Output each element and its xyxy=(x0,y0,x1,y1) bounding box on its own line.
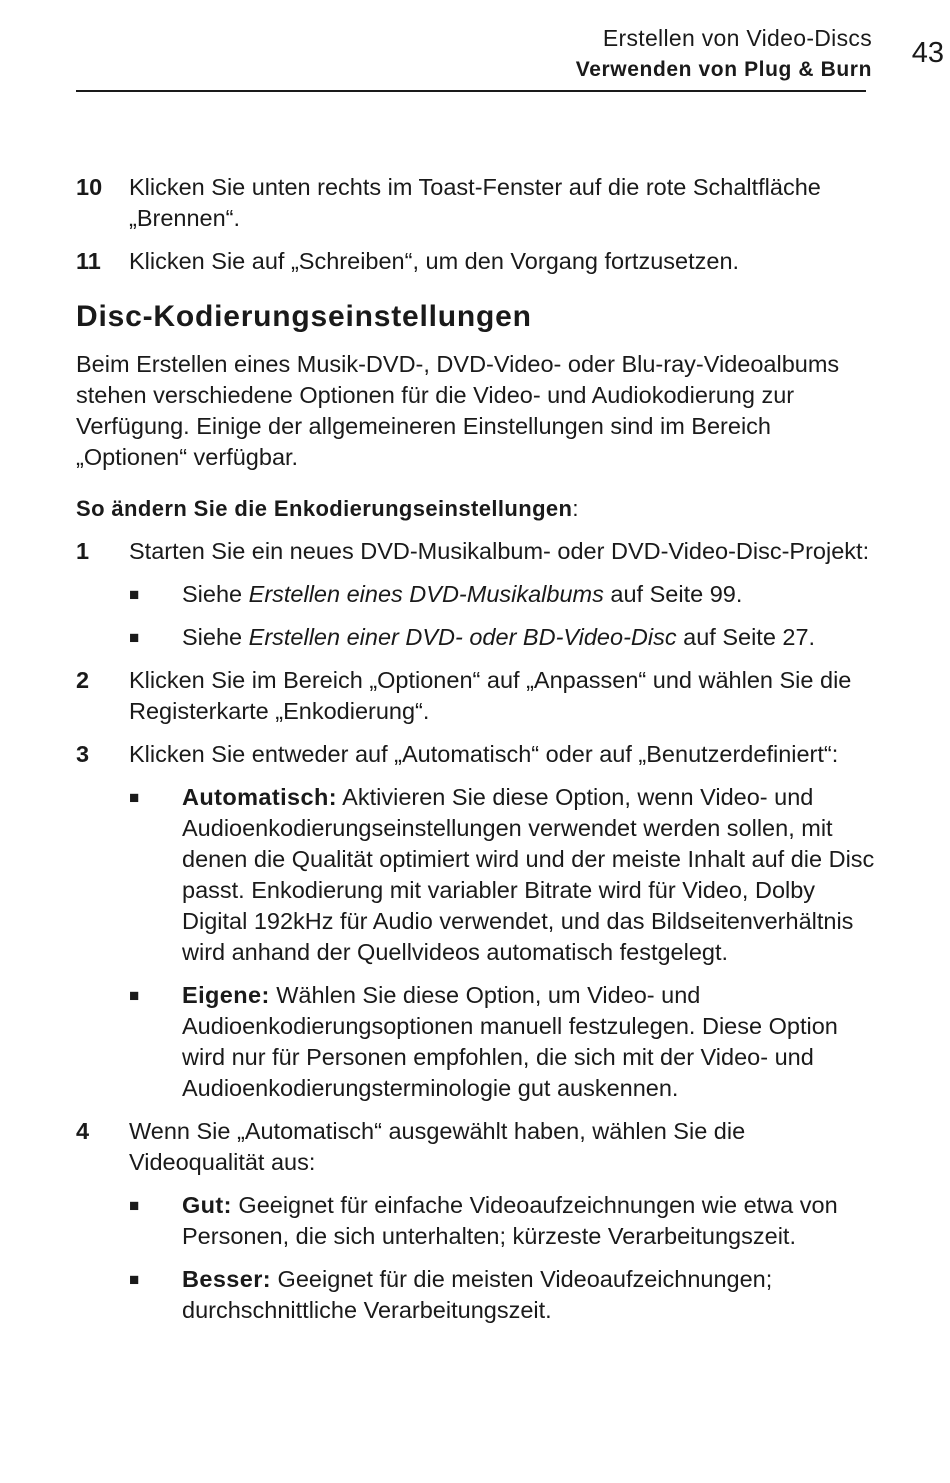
chapter-title: Erstellen von Video-Discs xyxy=(602,25,872,51)
bullet-square-icon: ■ xyxy=(129,1196,140,1215)
step-number: 4 xyxy=(76,1118,90,1144)
bullet-ref-2 xyxy=(76,622,876,653)
bullet-square-icon: ■ xyxy=(129,628,140,647)
step-text: Klicken Sie im Bereich „Optionen“ auf „Anpassen“ und wählen Sie die Registerkarte „Enkodierung“. xyxy=(129,667,852,724)
bullet-square-icon: ■ xyxy=(129,788,140,807)
procedure-heading-text: So ändern Sie die Enkodierungseinstellungen xyxy=(76,496,573,521)
step-text: Klicken Sie unten rechts im Toast-Fenster auf die rote Schaltfläche „Brennen“. xyxy=(129,174,821,231)
section-intro: Beim Erstellen eines Musik-DVD-, DVD-Video- oder Blu-ray-Videoalbums stehen verschiedene Optionen für die Video- und Audiokodierung zur Verfügung. Einige der allgemeineren Einstellungen sind im Bereich „Optionen“ verfügbar. xyxy=(76,351,840,470)
quality-good xyxy=(76,1190,876,1252)
step-11 xyxy=(76,246,876,277)
bullet-square-icon: ■ xyxy=(129,585,140,604)
ref-suffix: auf Seite 27. xyxy=(676,624,816,650)
step-text: Klicken Sie entweder auf „Automatisch“ oder auf „Benutzerdefiniert“: xyxy=(129,741,839,767)
step-number: 10 xyxy=(76,174,103,200)
running-header xyxy=(576,22,872,86)
option-term: Eigene: xyxy=(182,982,270,1008)
step-text: Klicken Sie auf „Schreiben“, um den Vorgang fortzusetzen. xyxy=(129,248,740,274)
bullet-square-icon: ■ xyxy=(129,1270,140,1289)
step-number: 11 xyxy=(76,248,101,274)
quality-term: Besser: xyxy=(182,1266,272,1292)
quality-better xyxy=(76,1264,876,1326)
step-number: 1 xyxy=(76,538,90,564)
step-3 xyxy=(76,739,876,770)
ref-prefix: Siehe xyxy=(182,581,249,607)
option-automatic xyxy=(76,782,876,968)
bullet-square-icon: ■ xyxy=(129,986,140,1005)
option-text: Aktivieren Sie diese Option, wenn Video- und Audioenkodierungseinstellungen verwendet werden sollen, mit denen die Qualität optimiert wird und der meiste Inhalt auf die Disc passt. Enkodierung mit variabler Bitrate wird für Video, Dolby Digital 192kHz für Audio verwendet, und das Bildseitenverhältnis wird anhand der Quellvideos automatisch festgelegt. xyxy=(182,784,875,965)
quality-text: Geeignet für die meisten Videoaufzeichnungen; durchschnittliche Verarbeitungszeit. xyxy=(182,1266,773,1323)
section-title-header: Verwenden von Plug & Burn xyxy=(575,58,872,81)
step-10 xyxy=(76,172,876,234)
page-number: 43 xyxy=(911,37,944,69)
ref-suffix: auf Seite 99. xyxy=(603,581,743,607)
option-term: Automatisch: xyxy=(182,784,337,810)
quality-term: Gut: xyxy=(182,1192,232,1218)
step-2 xyxy=(76,665,876,727)
header-rule xyxy=(76,90,866,92)
ref-title: Erstellen eines DVD-Musikalbums xyxy=(248,581,604,607)
option-custom xyxy=(76,980,876,1104)
ref-prefix: Siehe xyxy=(182,624,249,650)
procedure-heading xyxy=(76,493,876,524)
page-content xyxy=(76,172,876,1338)
step-4 xyxy=(76,1116,876,1178)
procedure-heading-colon: : xyxy=(572,496,579,521)
ref-title: Erstellen einer DVD- oder BD-Video-Disc xyxy=(248,624,677,650)
section-heading: Disc-Kodierungseinstellungen xyxy=(76,300,532,333)
option-text: Wählen Sie diese Option, um Video- und Audioenkodierungsoptionen manuell festzulegen. Diese Option wird nur für Personen empfohlen, die sich mit der Video- und Audioenkodierungsterminologie gut auskennen. xyxy=(182,982,838,1101)
step-text: Starten Sie ein neues DVD-Musikalbum- oder DVD-Video-Disc-Projekt: xyxy=(129,538,870,564)
step-number: 2 xyxy=(76,667,90,693)
quality-text: Geeignet für einfache Videoaufzeichnungen wie etwa von Personen, die sich unterhalten; kürzeste Verarbeitungszeit. xyxy=(182,1192,838,1249)
step-number: 3 xyxy=(76,741,90,767)
step-text: Wenn Sie „Automatisch“ ausgewählt haben, wählen Sie die Videoqualität aus: xyxy=(129,1118,746,1175)
step-1 xyxy=(76,536,876,567)
bullet-ref-1 xyxy=(76,579,876,610)
